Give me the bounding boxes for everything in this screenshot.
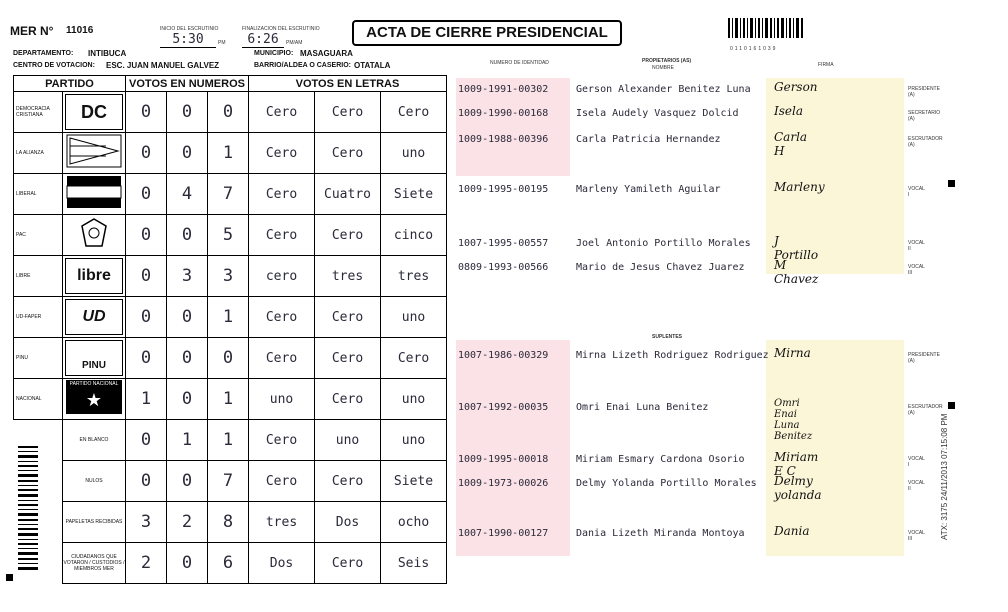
votes-letters: Cero xyxy=(315,297,381,338)
member-role: VOCAL II xyxy=(908,480,925,492)
votes-number: 1 xyxy=(208,133,249,174)
table-row xyxy=(14,543,447,584)
member-name: Isela Audely Vasquez Dolcid xyxy=(576,108,739,119)
party-name: LIBERAL xyxy=(14,174,63,215)
votes-number: 3 xyxy=(167,256,208,297)
table-row xyxy=(14,338,447,379)
summary-label: CIUDADANOS QUE VOTARON / CUSTODIOS / MIEMBROS MER xyxy=(63,543,126,584)
registration-mark xyxy=(948,180,955,187)
votes-number: 0 xyxy=(126,256,167,297)
member-role: VOCAL II xyxy=(908,240,925,252)
member-signature: Marleny xyxy=(774,180,825,194)
member-name: Miriam Esmary Cardona Osorio xyxy=(576,454,745,465)
start-time: 5:30 xyxy=(160,32,216,48)
registration-mark xyxy=(948,402,955,409)
votes-number: 7 xyxy=(208,174,249,215)
votes-letters: Cuatro xyxy=(315,174,381,215)
member-signature: Mirna xyxy=(774,346,811,360)
member-id: 1007-1992-00035 xyxy=(458,402,549,413)
votes-letters: cinco xyxy=(381,215,447,256)
votes-number: 0 xyxy=(126,215,167,256)
libre-logo-icon: libre xyxy=(63,256,126,297)
member-role: VOCAL I xyxy=(908,456,925,468)
pac-logo-icon xyxy=(63,215,126,256)
member-signature: Dania xyxy=(774,524,810,538)
votes-letters: Dos xyxy=(315,502,381,543)
name-column-label: NOMBRE xyxy=(652,65,674,71)
member-role: PRESIDENTE (A) xyxy=(908,352,940,364)
member-name: Dania Lizeth Miranda Montoya xyxy=(576,528,745,539)
votes-letters: uno xyxy=(315,420,381,461)
votes-number: 0 xyxy=(126,174,167,215)
votes-number: 5 xyxy=(208,215,249,256)
centro-value: ESC. JUAN MANUEL GALVEZ xyxy=(106,61,220,70)
member-id: 1009-1973-00026 xyxy=(458,478,549,489)
votes-letters: tres xyxy=(315,256,381,297)
member-name: Mario de Jesus Chavez Juarez xyxy=(576,262,745,273)
votes-number: 0 xyxy=(167,92,208,133)
table-row xyxy=(14,420,447,461)
id-column-label: NUMERO DE IDENTIDAD xyxy=(490,60,549,66)
member-signature: Carla H xyxy=(774,130,808,158)
dc-logo-icon: DC xyxy=(63,92,126,133)
votes-number: 0 xyxy=(126,461,167,502)
pinu-logo-icon: PINU xyxy=(63,338,126,379)
votes-letters: Seis xyxy=(381,543,447,584)
member-name: Joel Antonio Portillo Morales xyxy=(576,238,751,249)
member-name: Omri Enai Luna Benitez xyxy=(576,402,709,413)
votes-number: 8 xyxy=(208,502,249,543)
member-id: 1009-1991-00302 xyxy=(458,84,549,95)
member-signature: Isela xyxy=(774,104,803,118)
party-name: PINU xyxy=(14,338,63,379)
member-name: Mirna Lizeth Rodriguez Rodriguez xyxy=(576,350,769,361)
start-label: INICIO DEL ESCRUTINIO xyxy=(160,26,219,32)
party-name: NACIONAL xyxy=(14,379,63,420)
results-table xyxy=(13,75,447,584)
table-row xyxy=(14,502,447,543)
votes-letters: Cero xyxy=(249,420,315,461)
party-name: LA ALIANZA xyxy=(14,133,63,174)
barrio-value: OTATALA xyxy=(354,61,391,70)
table-row xyxy=(14,297,447,338)
member-name: Delmy Yolanda Portillo Morales xyxy=(576,478,757,489)
col-numeros: VOTOS EN NUMEROS xyxy=(126,76,249,92)
votes-number: 0 xyxy=(167,543,208,584)
table-row xyxy=(14,133,447,174)
table-row xyxy=(14,174,447,215)
votes-number: 0 xyxy=(126,297,167,338)
end-label: FINALIZACION DEL ESCRUTINIO xyxy=(242,26,320,32)
votes-letters: Cero xyxy=(249,461,315,502)
votes-letters: Cero xyxy=(315,92,381,133)
votes-letters: ocho xyxy=(381,502,447,543)
member-signature: Delmy yolanda xyxy=(774,474,822,502)
col-partido: PARTIDO xyxy=(14,76,126,92)
member-role: VOCAL I xyxy=(908,186,925,198)
member-name: Carla Patricia Hernandez xyxy=(576,134,721,145)
liberal-flag-icon xyxy=(63,174,126,215)
member-role: VOCAL III xyxy=(908,264,925,276)
table-row xyxy=(14,92,447,133)
votes-letters: uno xyxy=(381,379,447,420)
mer-number: 11016 xyxy=(66,25,94,36)
ud-logo-icon: UD xyxy=(63,297,126,338)
member-role: ESCRUTADOR (A) xyxy=(908,136,943,148)
votes-letters: Cero xyxy=(249,92,315,133)
suplentes-label: SUPLENTES xyxy=(652,334,683,340)
member-signature: M Chavez xyxy=(774,258,819,286)
votes-number: 0 xyxy=(167,338,208,379)
barrio-label: BARRIO/ALDEA O CASERIO: xyxy=(254,62,351,69)
votes-letters: uno xyxy=(249,379,315,420)
registration-mark xyxy=(6,574,13,581)
alianza-logo-icon xyxy=(63,133,126,174)
document-title: ACTA DE CIERRE PRESIDENCIAL xyxy=(352,20,622,46)
votes-letters: Cero xyxy=(381,92,447,133)
votes-letters: Cero xyxy=(249,215,315,256)
table-row xyxy=(14,256,447,297)
votes-number: 6 xyxy=(208,543,249,584)
votes-number: 3 xyxy=(126,502,167,543)
signature-column-label: FIRMA xyxy=(818,62,834,68)
member-id: 0809-1993-00566 xyxy=(458,262,549,273)
votes-letters: Cero xyxy=(381,338,447,379)
member-role: PRESIDENTE (A) xyxy=(908,86,940,98)
end-time: 6:26 xyxy=(242,32,284,48)
party-name: PAC xyxy=(14,215,63,256)
party-name: DEMOCRACIA CRISTIANA xyxy=(14,92,63,133)
member-signature: J Portillo xyxy=(774,234,819,262)
votes-number: 0 xyxy=(126,338,167,379)
votes-number: 0 xyxy=(126,133,167,174)
votes-number: 0 xyxy=(126,92,167,133)
member-id: 1007-1990-00127 xyxy=(458,528,549,539)
votes-letters: Cero xyxy=(249,133,315,174)
votes-number: 2 xyxy=(126,543,167,584)
votes-number: 0 xyxy=(126,420,167,461)
votes-letters: Siete xyxy=(381,174,447,215)
member-id: 1009-1995-00195 xyxy=(458,184,549,195)
departamento-label: DEPARTAMENTO: xyxy=(13,50,74,57)
summary-label: PAPELETAS RECIBIDAS xyxy=(63,502,126,543)
votes-letters: Cero xyxy=(315,215,381,256)
votes-number: 0 xyxy=(167,379,208,420)
member-signature: Gerson xyxy=(774,80,818,94)
member-signature: Omri Enai Luna Benitez xyxy=(774,398,813,442)
votes-number: 0 xyxy=(167,133,208,174)
timestamp-stamp: ATX: 3175 24/11/2013 07:15:08 PM xyxy=(940,413,949,540)
member-name: Marleny Yamileth Aguilar xyxy=(576,184,721,195)
votes-number: 1 xyxy=(208,379,249,420)
votes-number: 1 xyxy=(208,297,249,338)
votes-number: 0 xyxy=(167,215,208,256)
votes-number: 4 xyxy=(167,174,208,215)
table-row xyxy=(14,215,447,256)
summary-label: EN BLANCO xyxy=(63,420,126,461)
votes-letters: Cero xyxy=(315,461,381,502)
id-shading xyxy=(456,340,570,556)
member-role: SECRETARIO (A) xyxy=(908,110,941,122)
party-rows xyxy=(14,92,447,584)
votes-letters: Dos xyxy=(249,543,315,584)
party-name: UD-FAPER xyxy=(14,297,63,338)
member-signature: Miriam E C xyxy=(774,450,819,478)
table-row xyxy=(14,379,447,420)
summary-label: NULOS xyxy=(63,461,126,502)
votes-number: 0 xyxy=(167,297,208,338)
votes-letters: tres xyxy=(381,256,447,297)
votes-letters: Siete xyxy=(381,461,447,502)
nacional-star-icon: PARTIDO NACIONAL ★ xyxy=(63,379,126,420)
municipio-value: MASAGUARA xyxy=(300,49,353,58)
votes-letters: Cero xyxy=(315,379,381,420)
votes-number: 0 xyxy=(167,461,208,502)
votes-number: 1 xyxy=(167,420,208,461)
votes-number: 7 xyxy=(208,461,249,502)
departamento-value: INTIBUCA xyxy=(88,49,127,58)
barcode-top xyxy=(728,18,804,44)
end-unit: PM/AM xyxy=(286,40,303,46)
member-role: VOCAL III xyxy=(908,530,925,542)
member-id: 1009-1990-00168 xyxy=(458,108,549,119)
votes-number: 1 xyxy=(126,379,167,420)
member-id: 1009-1988-00396 xyxy=(458,134,549,145)
votes-letters: Cero xyxy=(315,543,381,584)
centro-label: CENTRO DE VOTACION: xyxy=(13,62,95,69)
member-id: 1009-1995-00018 xyxy=(458,454,549,465)
votes-letters: Cero xyxy=(315,338,381,379)
municipio-label: MUNICIPIO: xyxy=(254,50,294,57)
table-row xyxy=(14,461,447,502)
votes-letters: cero xyxy=(249,256,315,297)
votes-number: 0 xyxy=(208,92,249,133)
votes-letters: Cero xyxy=(249,338,315,379)
mer-label: MER N° xyxy=(10,24,54,38)
votes-letters: Cero xyxy=(249,174,315,215)
votes-number: 1 xyxy=(208,420,249,461)
party-name: LIBRE xyxy=(14,256,63,297)
member-role: ESCRUTADOR (A) xyxy=(908,404,943,416)
votes-letters: tres xyxy=(249,502,315,543)
votes-letters: uno xyxy=(381,297,447,338)
barcode-side xyxy=(18,446,42,572)
member-name: Gerson Alexander Benitez Luna xyxy=(576,84,751,95)
votes-letters: Cero xyxy=(315,133,381,174)
votes-number: 0 xyxy=(208,338,249,379)
votes-letters: uno xyxy=(381,133,447,174)
member-id: 1007-1986-00329 xyxy=(458,350,549,361)
barcode-number: 0110161039 xyxy=(730,46,778,52)
votes-letters: uno xyxy=(381,420,447,461)
owners-label: PROPIETARIOS (AS) xyxy=(642,58,692,64)
votes-number: 3 xyxy=(208,256,249,297)
start-unit: PM xyxy=(218,40,226,46)
member-id: 1007-1995-00557 xyxy=(458,238,549,249)
col-letras: VOTOS EN LETRAS xyxy=(249,76,447,92)
votes-number: 2 xyxy=(167,502,208,543)
votes-letters: Cero xyxy=(249,297,315,338)
